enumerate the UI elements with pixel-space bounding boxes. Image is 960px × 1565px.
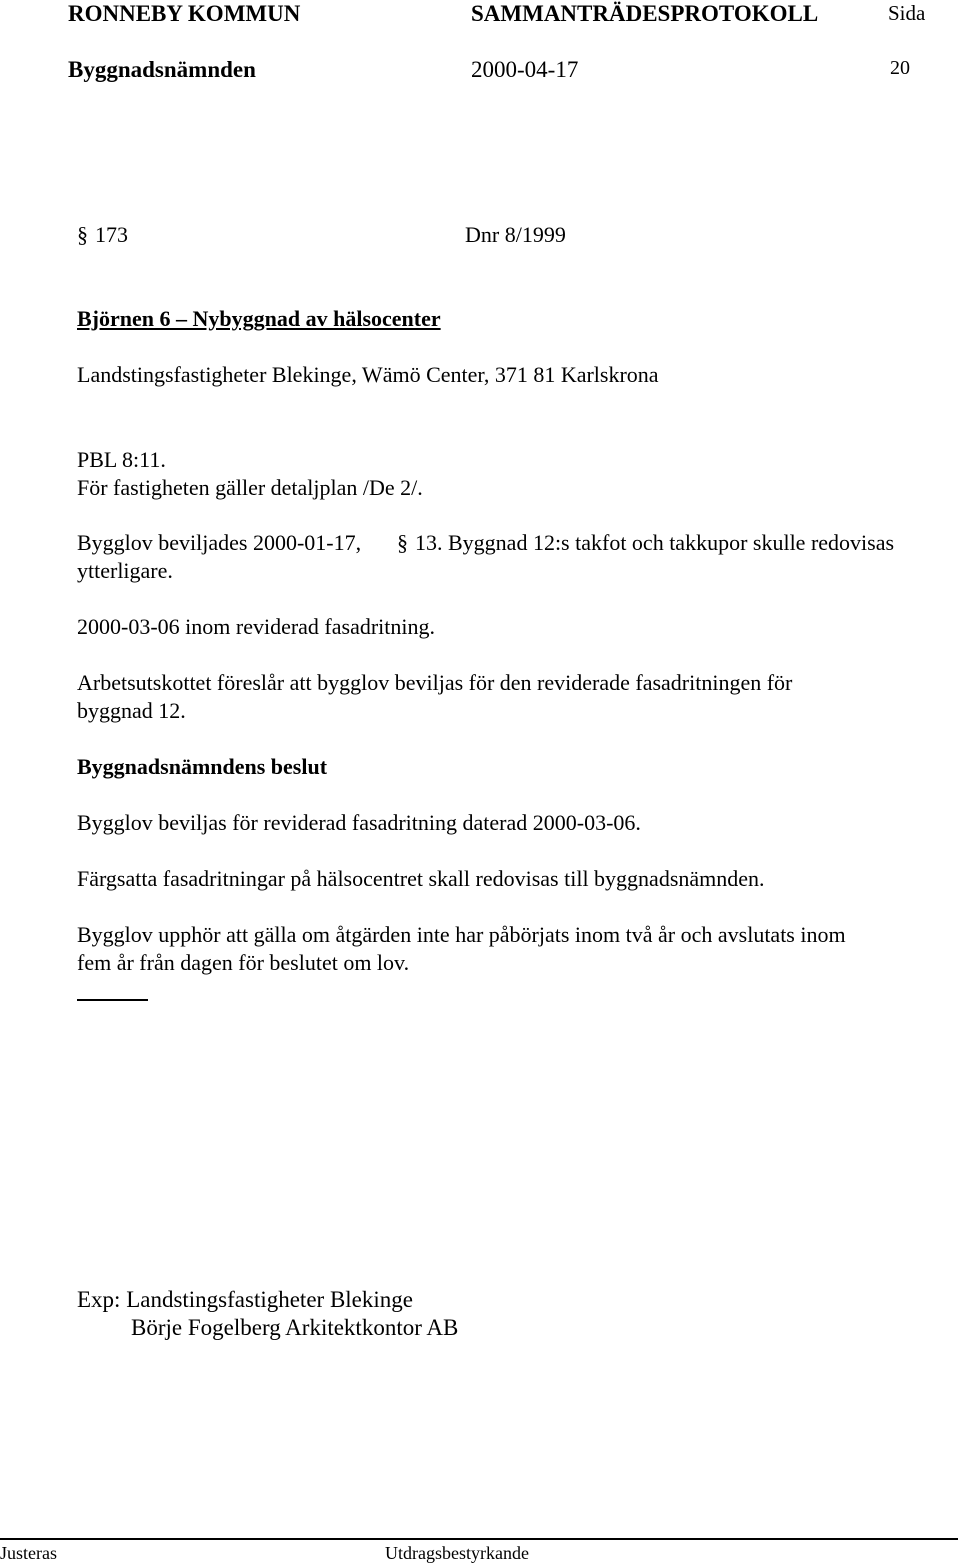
decision-item-1: Bygglov beviljas för reviderad fasadritning daterad 2000-03-06. [77,810,641,835]
committee-proposal-end: byggnad 12. [77,698,186,723]
decision-item-2: Färgsatta fasadritningar på hälsocentret skall redovisas till byggnadsnämnden. [77,866,765,891]
dispatch-line-2: Börje Fogelberg Arkitektkontor AB [131,1315,459,1340]
footer-utdragsbestyrkande: Utdragsbestyrkande [385,1543,529,1563]
page-number: 20 [890,57,910,79]
committee-proposal: Arbetsutskottet föreslår att bygglov beviljas för den reviderade fasadritningen för [77,670,793,695]
footer-rule [0,1538,958,1540]
decision-heading: Byggnadsnämndens beslut [77,754,328,779]
dispatch-line-1: Exp: Landstingsfastigheter Blekinge [77,1287,413,1312]
committee-name: Byggnadsnämnden [68,57,256,82]
decision-item-3: Bygglov upphör att gälla om åtgärden inte har påbörjats inom två år och avslutats inom [77,922,846,947]
section-symbol: § [77,222,88,247]
applicant-address: Landstingsfastigheter Blekinge, Wämö Center, 371 81 Karlskrona [77,362,659,387]
permit-granted-text-cont: 13. Byggnad 12:s takfot och takkupor skulle redovisas [415,530,895,555]
case-title: Björnen 6 – Nybyggnad av hälsocenter [77,306,441,331]
revised-drawing-line: 2000-03-06 inom reviderad fasadritning. [77,614,436,639]
pbl-reference: PBL 8:11. [77,447,166,472]
meeting-date: 2000-04-17 [471,57,579,82]
permit-section-symbol: § [397,530,408,555]
permit-granted-text-end: ytterligare. [77,558,173,583]
document-type: SAMMANTRÄDESPROTOKOLL [471,1,819,26]
page-label: Sida [888,1,926,25]
paragraph-number: 173 [95,222,128,247]
permit-granted-text: Bygglov beviljades 2000-01-17, [77,530,362,555]
end-rule [77,999,148,1001]
detail-plan-line: För fastigheten gäller detaljplan /De 2/. [77,475,423,500]
dnr-reference: Dnr 8/1999 [465,222,566,247]
municipality-name: RONNEBY KOMMUN [68,1,301,26]
footer-justeras: Justeras [0,1543,57,1563]
decision-item-3-end: fem år från dagen för beslutet om lov. [77,950,410,975]
